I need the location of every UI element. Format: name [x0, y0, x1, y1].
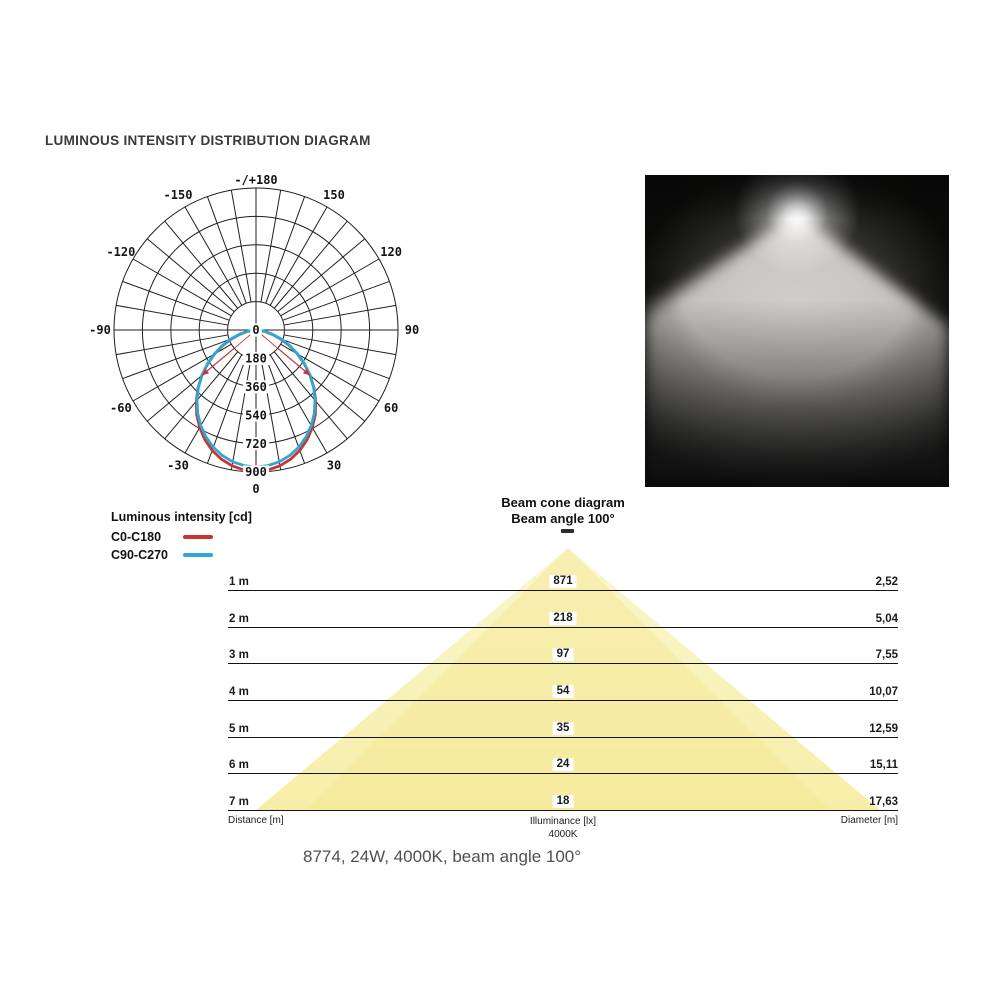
- distance-value: 5 m: [229, 722, 249, 735]
- angle-label: -60: [110, 401, 132, 416]
- angle-label: -150: [163, 188, 193, 203]
- illuminance-value: 24: [553, 758, 574, 771]
- legend-series-name: C0-C180: [111, 530, 162, 544]
- angle-label: -/+180: [234, 173, 278, 188]
- angle-label: 60: [383, 401, 399, 416]
- legend-item-c90-c270: [111, 546, 252, 564]
- beam-cone-header: [413, 495, 713, 527]
- beam-table-row: [228, 720, 898, 738]
- legend-color-swatch: [183, 535, 213, 539]
- diameter-value: 17,63: [869, 796, 898, 808]
- column-illuminance: [413, 815, 713, 841]
- ring-label: 900: [245, 465, 267, 480]
- angle-label: 0: [252, 482, 260, 497]
- color-temp-note: 4000K: [548, 829, 578, 840]
- distance-value: 4 m: [229, 686, 249, 698]
- diameter-value: 12,59: [869, 722, 898, 735]
- column-distance: Distance [m]: [228, 815, 284, 826]
- ring-label: 180: [245, 351, 267, 366]
- illuminance-value: 871: [549, 575, 576, 588]
- illuminance-column-label: Illuminance [lx]: [529, 816, 597, 827]
- ring-label: 360: [245, 380, 267, 394]
- photo-vignette: [645, 175, 949, 487]
- ring-label: 720: [245, 436, 267, 451]
- distance-value: 7 m: [229, 796, 249, 808]
- legend-series-name: C90-C270: [111, 548, 168, 562]
- distance-value: 6 m: [229, 759, 249, 772]
- angle-label: 120: [380, 245, 402, 260]
- diameter-value: 15,11: [869, 759, 898, 772]
- distance-value: 3 m: [229, 649, 249, 662]
- illuminance-value: 54: [553, 685, 574, 698]
- distance-value: 1 m: [229, 576, 249, 588]
- legend-item-c0-c180: [111, 528, 252, 546]
- illuminance-value: 18: [553, 795, 574, 808]
- illuminance-value: 35: [553, 722, 574, 735]
- diameter-value: 2,52: [875, 576, 898, 588]
- product-caption: 8774, 24W, 4000K, beam angle 100°: [303, 847, 582, 866]
- illuminance-value: 218: [549, 612, 576, 625]
- beam-table-row: [228, 756, 898, 774]
- angle-label: 150: [323, 188, 345, 203]
- ring-label: 0: [252, 323, 260, 338]
- angle-label: -90: [89, 323, 111, 338]
- ring-label: 540: [245, 408, 267, 423]
- beam-cone-title: Beam cone diagram: [501, 495, 625, 510]
- legend-title: Luminous intensity [cd]: [111, 510, 252, 524]
- polar-legend: [111, 510, 252, 564]
- beam-table-row: [228, 610, 898, 628]
- beam-table-row: [228, 573, 898, 591]
- diameter-value: 5,04: [875, 612, 898, 625]
- column-diameter: Diameter [m]: [840, 815, 898, 826]
- beam-table-row: [228, 683, 898, 701]
- page-title: LUMINOUS INTENSITY DISTRIBUTION DIAGRAM: [45, 133, 371, 148]
- angle-label: -120: [106, 245, 136, 260]
- beam-table-row: [228, 793, 898, 811]
- beam-photo: [645, 175, 949, 487]
- legend-color-swatch: [183, 553, 213, 557]
- beam-angle-subtitle: Beam angle 100°: [511, 511, 615, 526]
- diameter-value: 10,07: [869, 686, 898, 698]
- illuminance-value: 97: [553, 648, 574, 661]
- diameter-value: 7,55: [875, 649, 898, 662]
- polar-intensity-diagram: [66, 140, 446, 520]
- angle-label: 90: [404, 323, 420, 338]
- beam-table-row: [228, 646, 898, 664]
- angle-label: -30: [167, 458, 189, 473]
- luminaire-mark: [561, 529, 574, 533]
- angle-label: 30: [326, 458, 342, 473]
- legend-rows: [111, 528, 252, 564]
- distance-value: 2 m: [229, 612, 249, 625]
